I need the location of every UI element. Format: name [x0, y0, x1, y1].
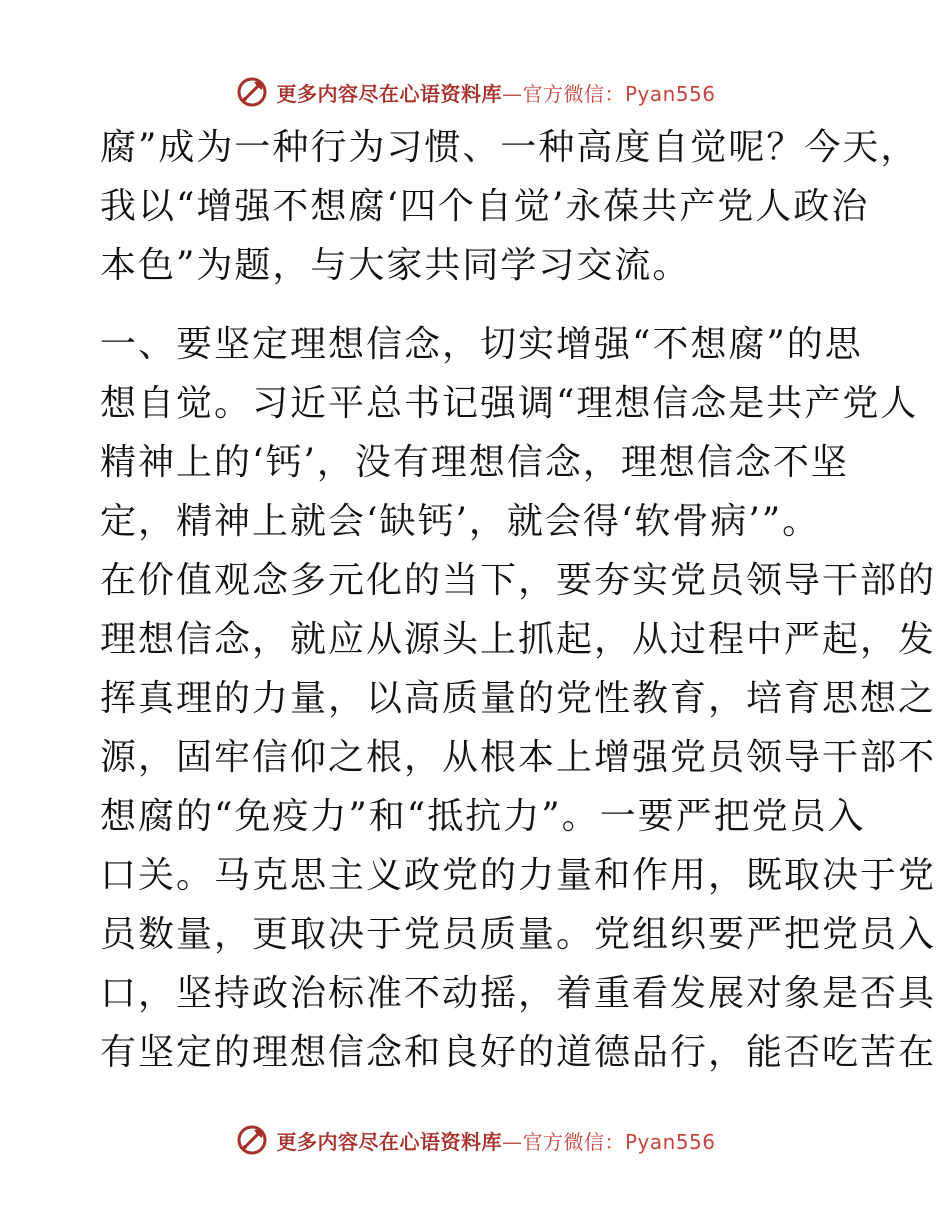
header-banner-wechat-label: 官方微信： — [522, 81, 625, 106]
footer-banner-text — [276, 1126, 715, 1155]
section-heading-line: 一、要坚定理想信念，切实增强“不想腐”的思 — [100, 324, 863, 365]
section-line: 定，精神上就会‘缺钙’，就会得‘软骨病’”。 — [100, 501, 821, 542]
footer-banner-main: 更多内容尽在心语资料库 — [276, 1129, 502, 1154]
quill-pen-logo-icon — [234, 1122, 270, 1158]
intro-line: 我以“增强不想腐‘四个自觉’永葆共产党人政治 — [100, 186, 870, 227]
section-line: 理想信念，就应从源头上抓起，从过程中严起，发 — [100, 619, 937, 660]
footer-banner-sep: — — [501, 1129, 523, 1154]
intro-line: 本色”为题，与大家共同学习交流。 — [100, 245, 691, 286]
section-line: 想自觉。习近平总书记强调“理想信念是共产党人 — [100, 383, 919, 424]
section-line: 精神上的‘钙’，没有理想信念，理想信念不坚 — [100, 442, 849, 483]
section-line: 想腐的“免疫力”和“抵抗力”。一要严把党员入 — [100, 796, 866, 837]
document-body — [100, 118, 937, 1082]
header-banner-sep: — — [501, 81, 523, 106]
section-line: 员数量，更取决于党员质量。党组织要严把党员入 — [100, 914, 937, 955]
section-line: 口，坚持政治标准不动摇，着重看发展对象是否具 — [100, 973, 937, 1014]
quill-pen-logo-icon — [234, 74, 270, 110]
header-banner-text — [276, 78, 715, 107]
footer-banner-wechat-id: Pyan556 — [624, 1129, 716, 1154]
section-line: 源，固牢信仰之根，从根本上增强党员领导干部不 — [100, 737, 937, 778]
section-line: 有坚定的理想信念和良好的道德品行，能否吃苦在 — [100, 1032, 937, 1073]
paragraph-gap — [100, 295, 860, 315]
section-line: 在价值观念多元化的当下，要夯实党员领导干部的 — [100, 560, 937, 601]
header-banner-wechat-id: Pyan556 — [624, 81, 716, 106]
footer-banner-wechat-label: 官方微信： — [522, 1129, 625, 1154]
header-banner — [0, 72, 950, 112]
header-banner-main: 更多内容尽在心语资料库 — [276, 81, 502, 106]
intro-line: 腐”成为一种行为习惯、一种高度自觉呢？今天， — [100, 127, 919, 168]
section-line: 口关。马克思主义政党的力量和作用，既取决于党 — [100, 855, 937, 896]
section-line: 挥真理的力量，以高质量的党性教育，培育思想之 — [100, 678, 937, 719]
footer-banner — [0, 1120, 950, 1160]
